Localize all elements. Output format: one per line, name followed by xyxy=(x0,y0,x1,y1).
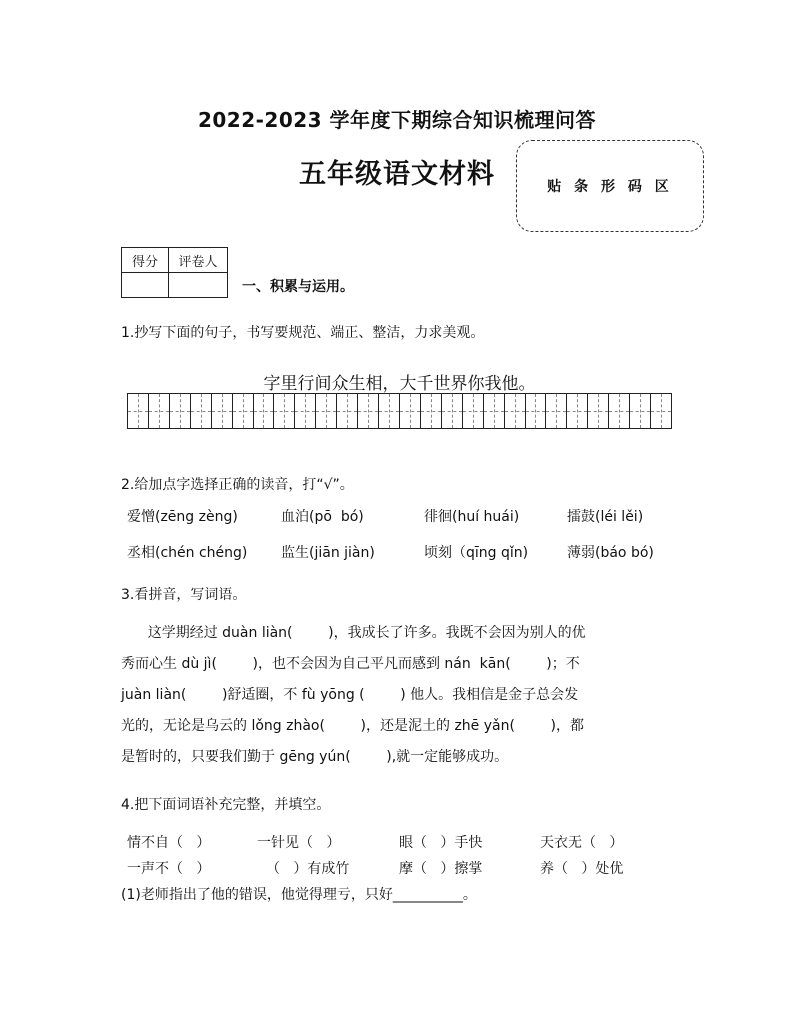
score-table xyxy=(121,247,228,298)
grid-cell[interactable] xyxy=(505,394,526,428)
grid-cell[interactable] xyxy=(651,394,671,428)
grid-cell[interactable] xyxy=(274,394,295,428)
grid-cell[interactable] xyxy=(463,394,484,428)
idiom-blank[interactable]: 一声不（ ） xyxy=(127,861,211,877)
paragraph-line: juàn liàn( )舒适圈，不 fù yōng ( ) 他人。我相信是金子总会发 xyxy=(121,687,579,703)
exam-subtitle: 五年级语文材料 xyxy=(299,159,495,190)
score-cell[interactable] xyxy=(122,273,169,298)
section-heading: 一、积累与运用。 xyxy=(242,279,354,295)
idiom-blank[interactable]: 摩（ ）擦掌 xyxy=(399,861,483,877)
grid-cell[interactable] xyxy=(609,394,630,428)
fill-in-question[interactable]: (1)老师指出了他的错误，他觉得理亏，只好__________。 xyxy=(121,887,477,903)
score-header: 得分 xyxy=(122,248,169,273)
grid-cell[interactable] xyxy=(295,394,316,428)
grid-cell[interactable] xyxy=(567,394,588,428)
pinyin-choice[interactable]: 丞相(chén chéng) xyxy=(127,545,248,561)
writing-grid[interactable] xyxy=(127,393,672,429)
grid-cell[interactable] xyxy=(400,394,421,428)
question-1-prompt: 1.抄写下面的句子，书写要规范、端正、整洁，力求美观。 xyxy=(121,325,485,341)
grid-cell[interactable] xyxy=(442,394,463,428)
idiom-blank[interactable]: （ ）有成竹 xyxy=(266,861,350,877)
paragraph-line: 是暂时的，只要我们勤于 gēng yún( ),就一定能够成功。 xyxy=(121,749,509,765)
grader-header: 评卷人 xyxy=(169,248,228,273)
idiom-blank[interactable]: 眼（ ）手快 xyxy=(399,835,483,851)
pinyin-choice[interactable]: 薄弱(báo bó) xyxy=(567,545,654,561)
pinyin-choice[interactable]: 血泊(pō bó) xyxy=(281,509,364,525)
pinyin-choice[interactable]: 爱憎(zēng zèng) xyxy=(127,509,238,525)
grid-cell[interactable] xyxy=(630,394,651,428)
paragraph-line: 光的，无论是乌云的 lǒng zhào( )，还是泥土的 zhē yǎn( )，都 xyxy=(121,718,585,734)
pinyin-choice[interactable]: 顷刻（qīng qǐn) xyxy=(424,545,529,561)
grid-cell[interactable] xyxy=(358,394,379,428)
pinyin-choice[interactable]: 徘徊(huí huái) xyxy=(424,509,520,525)
grid-cell[interactable] xyxy=(254,394,275,428)
grid-cell[interactable] xyxy=(316,394,337,428)
grid-cell[interactable] xyxy=(337,394,358,428)
idiom-blank[interactable]: 养（ ）处优 xyxy=(540,861,624,877)
pinyin-choice[interactable]: 监生(jiān jiàn) xyxy=(281,545,375,561)
question-3-prompt: 3.看拼音，写词语。 xyxy=(121,587,247,603)
barcode-area xyxy=(516,140,704,232)
grid-cell[interactable] xyxy=(128,394,149,428)
exam-title: 2022-2023 学年度下期综合知识梳理问答 xyxy=(197,108,597,132)
grid-cell[interactable] xyxy=(212,394,233,428)
grid-cell[interactable] xyxy=(170,394,191,428)
barcode-label: 贴 条 形 码 区 xyxy=(547,179,673,195)
grid-cell[interactable] xyxy=(588,394,609,428)
grid-cell[interactable] xyxy=(379,394,400,428)
question-4-prompt: 4.把下面词语补充完整，并填空。 xyxy=(121,797,331,813)
copy-sentence: 字里行间众生相，大千世界你我他。 xyxy=(263,374,536,394)
paragraph-line: 秀而心生 dù jì( )，也不会因为自己平凡而感到 nán kān( )；不 xyxy=(121,656,580,672)
grid-cell[interactable] xyxy=(233,394,254,428)
grid-cell[interactable] xyxy=(546,394,567,428)
pinyin-choice[interactable]: 擂鼓(léi lěi) xyxy=(567,509,644,525)
idiom-blank[interactable]: 天衣无（ ） xyxy=(540,835,624,851)
question-2-prompt: 2.给加点字选择正确的读音，打“√”。 xyxy=(121,477,354,493)
idiom-blank[interactable]: 一针见（ ） xyxy=(257,835,341,851)
grid-cell[interactable] xyxy=(421,394,442,428)
paragraph-line: 这学期经过 duàn liàn( )，我成长了许多。我既不会因为别人的优 xyxy=(121,625,586,641)
grid-cell[interactable] xyxy=(484,394,505,428)
idiom-blank[interactable]: 情不自（ ） xyxy=(127,835,211,851)
grid-cell[interactable] xyxy=(526,394,547,428)
pinyin-paragraph xyxy=(121,618,676,773)
grid-cell[interactable] xyxy=(149,394,170,428)
grid-cell[interactable] xyxy=(191,394,212,428)
grader-cell[interactable] xyxy=(169,273,228,298)
